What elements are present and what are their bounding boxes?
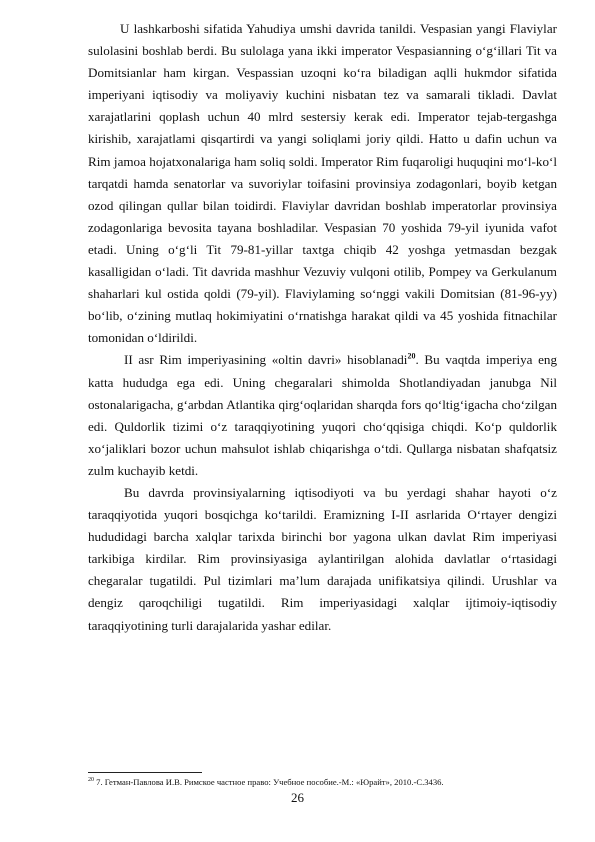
footnote-text: 7. Гетман-Павлова И.В. Римское частное право: Учебное пособие.-М.: «Юрайт», 2010.-С.3436. (94, 777, 444, 787)
page-number: 26 (291, 790, 304, 805)
footnote-divider (88, 772, 202, 773)
footnote-reference[interactable]: 20 (407, 352, 416, 362)
document-body (88, 18, 557, 637)
paragraph-provinces: Bu davrda provinsiyalarning iqtisodiyoti va bu yerdagi shahar hayoti o‘z taraqqiyotida yuqori bosqichga ko‘tarildi. Eramizning I-II asrlarida O‘rtayer dengizi hududidagi barcha xalqlar tarixda birinchi bor yagona ulkan davlat Rim imperiyasi tarkibiga kirdilar. Rim provinsiyasiga aylantirilgan alohida davlatlar o‘rtasidagi chegaralar tugatildi. Pul tizimlari ma’lum darajada unifikatsiya qilindi. Urushlar va dengiz qaroqchiligi tugatildi. Rim imperiyasidagi xalqlar ijtimoiy-iqtisodiy taraqqiyotining turli darajalarida yashar edilar. (88, 484, 557, 633)
footnote (88, 777, 557, 788)
footnote-number: 20 (88, 777, 94, 784)
paragraph-golden-age-rest: . Bu vaqtda imperiya eng katta hududga ega edi. Uning chegaralari shimolda Shotlandiyadan janubga Nil ostonalarigacha, g‘arbdan Atlantika qirg‘oqlaridan sharqda fors qo‘ltig‘igacha cho‘zilgan edi. Quldorlik tizimi o‘z taraqqiyotining yuqori cho‘qqisiga chiqdi. Ko‘p quldorlik xo‘jaliklari bozor uchun mahsulot ishlab chiqarishga o‘tdi. Qullarga nisbatan shafqatsiz zulm kuchayib ketdi. (88, 352, 558, 478)
paragraph-golden-age (88, 349, 557, 482)
paragraph-golden-age-text: II asr Rim imperiyasining «oltin davri» hisoblanadi (124, 352, 408, 368)
paragraph-vespasian: U lashkarboshi sifatida Yahudiya umshi davrida tanildi. Vespasian yangi Flaviylar sulolasini boshlab berdi. Bu sulolaga yana ikki imperator Vespasianning o‘g‘illari Tit va Domitsianlar ham kirgan. Vespassian uzoqni ko‘ra biladigan aqlli hukmdor sifatida imperiyani iqtisodiy va moliyaviy kuchini nisbatan tez va samarali tikladi. Davlat xarajatlarini qoplash uchun 40 mlrd sestersiy kerak edi. Imperator tejab-tergashga kirishib, xarajatlami qisqartirdi va yangi soliqlami joriy qildi. Hatto u dafin uchun va Rim jamoa hojatxonalariga ham soliq soldi. Imperator Rim fuqaroligi huquqini mo‘l-ko‘l tarqatdi hamda senatorlar va suvoriylar toifasini provinsiya zodagonlari, boyib ketgan ozod qilingan qullar bilan toidirdi. Flaviylar davridan boshlab imperatorlar provinsiya zodagonlariga bevosita tayana boshladilar. Vespasian 70 yoshida 79-yil iyunida vafot etadi. Uning o‘g‘li Tit 79-81-yillar taxtga chiqib 42 yoshga yetmasdan bezgak kasalligidan o‘ladi. Tit davrida mashhur Vezuviy vulqoni otilib, Pompey va Gerkulanum shaharlari kul ostida qoldi (79-yil). Flaviylaming so‘nggi vakili Domitsian (81-96-yy) bo‘lib, o‘zining mutlaq hokimiyatini o‘rnatishga harakat qildi va 45 yoshida fitnachilar tomonidan o‘ldirildi. (88, 21, 557, 346)
